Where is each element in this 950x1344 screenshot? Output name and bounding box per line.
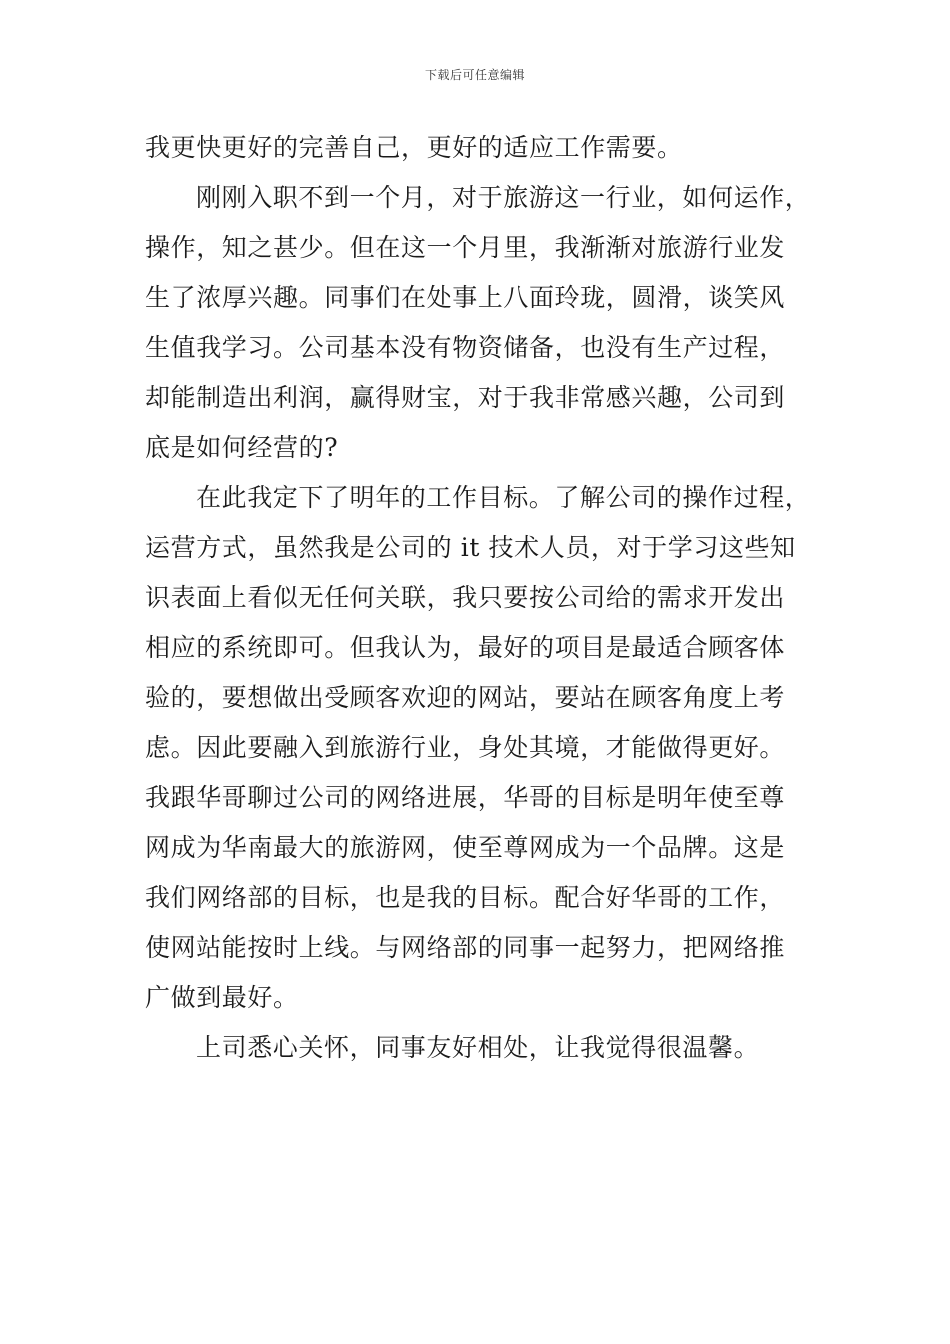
page-header-note: 下载后可任意编辑: [424, 68, 525, 82]
paragraph-first-line: 上司悉心关怀，同事友好相处，让我觉得很温馨。: [196, 1033, 760, 1062]
text-line: 相应的系统即可。但我认为，最好的项目是最适合顾客体: [145, 633, 786, 662]
text-line: 识表面上看似无任何关联，我只要按公司给的需求开发出: [145, 583, 786, 612]
text-line: 验的，要想做出受顾客欢迎的网站，要站在顾客角度上考: [145, 683, 786, 712]
text-line: 我跟华哥聊过公司的网络进展，华哥的目标是明年使至尊: [145, 783, 786, 812]
paragraph-first-line: 刚刚入职不到一个月，对于旅游这一行业，如何运作，: [196, 183, 811, 212]
text-line: 生值我学习。公司基本没有物资储备，也没有生产过程，: [145, 333, 786, 362]
text-line: 操作，知之甚少。但在这一个月里，我渐渐对旅游行业发: [145, 233, 786, 262]
text-line: 我们网络部的目标，也是我的目标。配合好华哥的工作，: [145, 883, 786, 912]
text-line: 却能制造出利润，赢得财宝，对于我非常感兴趣，公司到: [145, 383, 786, 412]
text-line: 广做到最好。: [145, 983, 299, 1012]
text-line: 网成为华南最大的旅游网，使至尊网成为一个品牌。这是: [145, 833, 786, 862]
text-line: 使网站能按时上线。与网络部的同事一起努力，把网络推: [145, 933, 786, 962]
text-line: 生了浓厚兴趣。同事们在处事上八面玲珑，圆滑，谈笑风: [145, 283, 786, 312]
text-line: 运营方式，虽然我是公司的 it 技术人员，对于学习这些知: [145, 533, 796, 562]
text-line: 虑。因此要融入到旅游行业，身处其境，才能做得更好。: [145, 733, 786, 762]
paragraph-first-line: 在此我定下了明年的工作目标。了解公司的操作过程，: [196, 483, 811, 512]
text-line: 底是如何经营的?: [145, 433, 339, 462]
text-line: 我更快更好的完善自己，更好的适应工作需要。: [145, 133, 683, 162]
